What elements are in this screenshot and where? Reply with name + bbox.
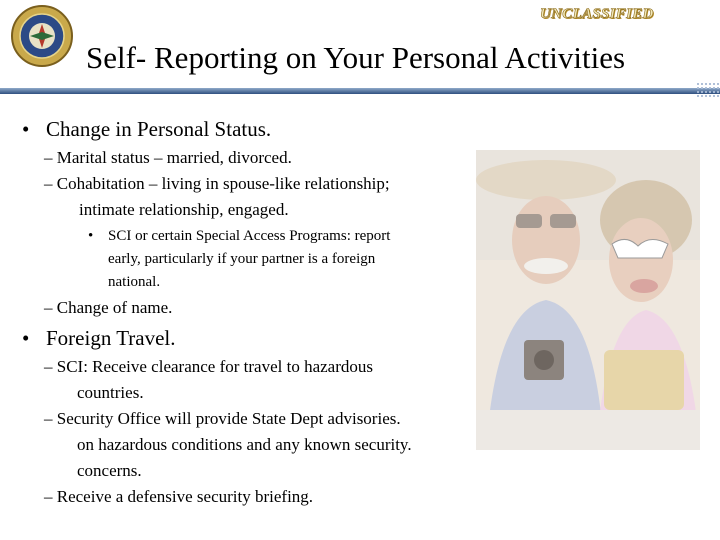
rule-dot-pattern [696, 82, 720, 98]
sub-bullet-state-advisories: – Security Office will provide State Dept advisories. [44, 409, 401, 428]
seal-logo-icon [10, 4, 74, 68]
bullet-marker: • [22, 326, 30, 350]
sub-bullet-sci-clearance-cont: countries. [77, 383, 144, 402]
sub-bullet-state-advisories-cont: concerns. [77, 461, 142, 480]
sub-bullet-cohabitation: – Cohabitation – living in spouse-like relationship; [44, 174, 390, 193]
sub-sub-bullet-sci-cont: national. [108, 274, 161, 290]
bullet-marker: • [22, 117, 30, 141]
sub-sub-bullet-sci: SCI or certain Special Access Programs: report [108, 228, 391, 244]
couple-photo-icon [476, 150, 700, 450]
sub-bullet-defensive-briefing: – Receive a defensive security briefing. [44, 487, 314, 506]
sub-sub-bullet-sci-cont: early, particularly if your partner is a foreign [108, 251, 376, 267]
bullet-marker: • [88, 228, 94, 244]
bullet-foreign-travel: Foreign Travel. [46, 326, 176, 350]
sub-bullet-sci-clearance: – SCI: Receive clearance for travel to hazardous [44, 357, 373, 376]
bullet-personal-status: Change in Personal Status. [46, 117, 272, 141]
sub-bullet-name-change: – Change of name. [44, 298, 173, 317]
slide-title: Self- Reporting on Your Personal Activities [86, 40, 626, 75]
sub-bullet-cohabitation-cont: intimate relationship, engaged. [79, 200, 289, 219]
classification-banner: UNCLASSIFIED [540, 6, 654, 22]
sub-bullet-marital: – Marital status – married, divorced. [44, 148, 292, 167]
sub-bullet-state-advisories-cont: on hazardous conditions and any known security. [77, 435, 412, 454]
title-rule [0, 88, 720, 94]
